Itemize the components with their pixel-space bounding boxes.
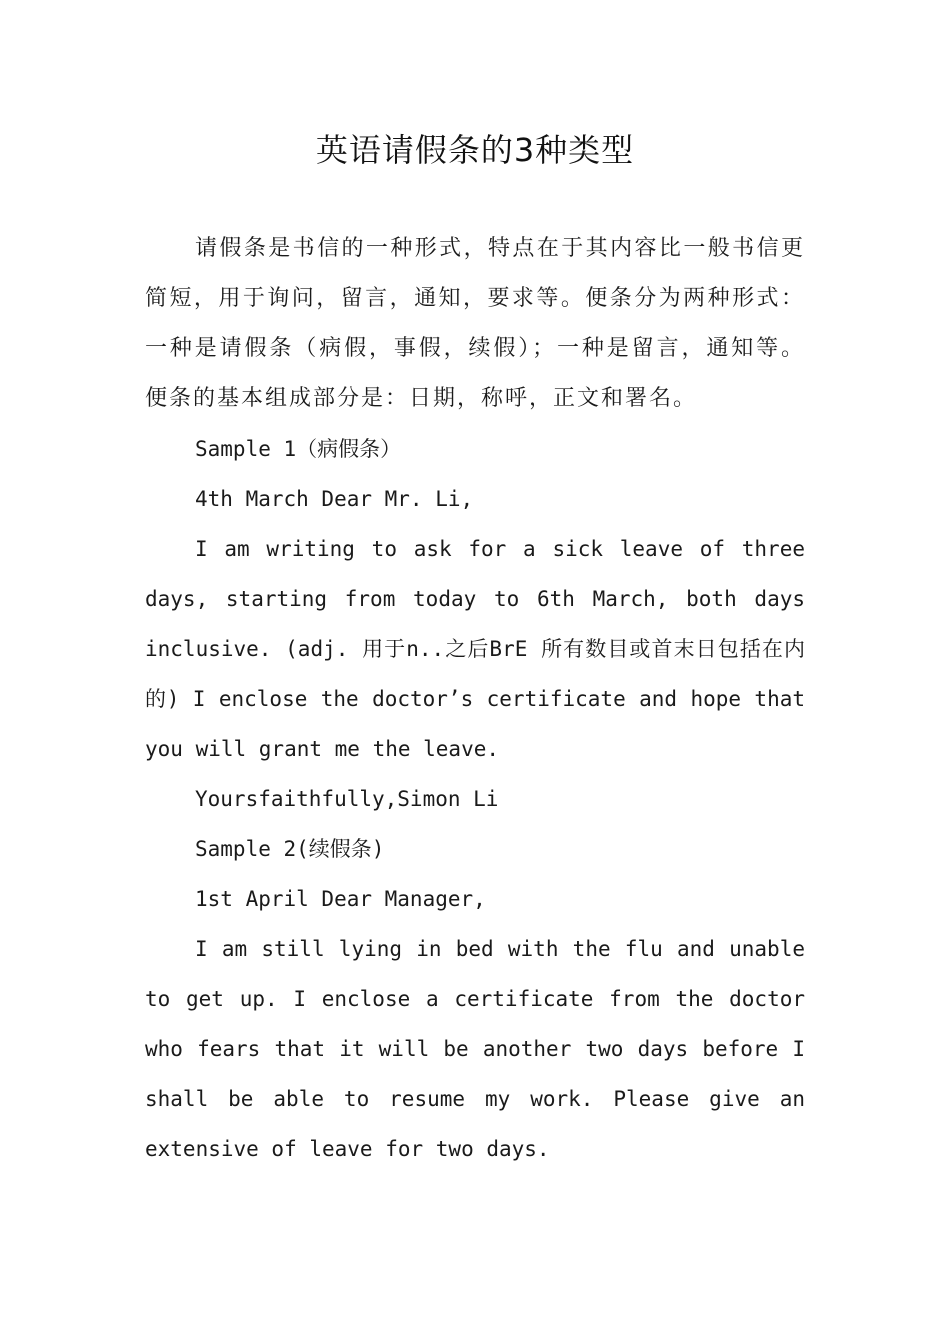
sample2-body: I am still lying in bed with the flu and unable to get up. I enclose a certificate from the doctor who fears that it will be another two days before I shall be able to resume my work. Please give an extensive of leave for two days. [145,937,805,1161]
sample1-closing: Yoursfaithfully,Simon Li [195,787,499,811]
sample1-date-salutation: 4th March Dear Mr. Li, [195,487,474,511]
sample1-body: I am writing to ask for a sick leave of three days, starting from today to 6th March, both days inclusive. (adj. 用于n..之后BrE 所有数目或首末日包括在内的) I enclose the doctor’s certificate and hope that you will grant me the leave. [145,537,805,761]
sample2-date-salutation: 1st April Dear Manager, [195,887,486,911]
document-title: 英语请假条的3种类型 [315,131,635,169]
intro-paragraph: 请假条是书信的一种形式，特点在于其内容比一般书信更简短，用于询问，留言，通知，要求等。便条分为两种形式：一种是请假条（病假，事假，续假）；一种是留言，通知等。便条的基本组成部分是：日期，称呼，正文和署名。 [145,236,805,411]
sample1-heading: Sample 1（病假条） [195,437,402,461]
document-body [145,224,805,1174]
sample2-heading: Sample 2(续假条) [195,837,385,861]
